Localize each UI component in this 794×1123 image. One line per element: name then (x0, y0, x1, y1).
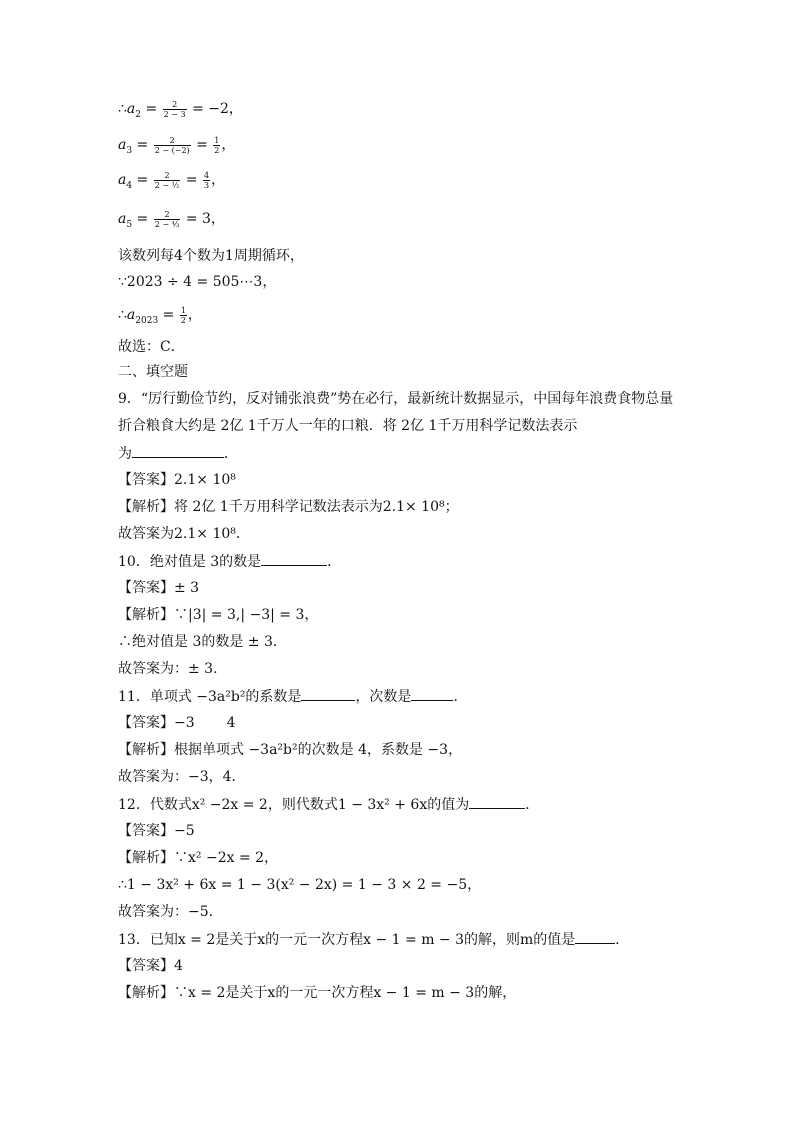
q12-text (118, 794, 539, 815)
q13-analysis: 【解析】∵x = 2是关于x的一元一次方程x − 1 = m − 3的解， (118, 985, 517, 1001)
fraction: $\frac{2}{2 - (-2)}$ (154, 135, 190, 155)
q11-text-part2: ，次数是 (355, 689, 412, 705)
q12-text-label: 12．代数式x² −2x = 2，则代数式1 − 3x² + 6x的值为 (118, 797, 470, 813)
q10-answer: 【答案】± 3 (118, 580, 200, 596)
q9-text-3 (118, 443, 238, 464)
fraction: $\frac{4}{3}$ (204, 170, 210, 190)
q10-conclusion: 故答案为：± 3. (118, 661, 218, 677)
answer-blank (261, 551, 327, 566)
q11-conclusion: 故答案为：−3，4． (118, 769, 246, 785)
answer-blank (469, 794, 525, 809)
solution-line-division: ∵2023 ÷ 4 = 505⋯3， (118, 274, 277, 290)
q11-text (118, 686, 467, 707)
answer-blank (301, 686, 355, 701)
q13-answer: 【答案】4 (118, 958, 183, 974)
choice-line: 故选：C． (118, 339, 185, 355)
q9-analysis: 【解析】将 2亿 1千万用科学记数法表示为2.1× 10⁸； (118, 499, 459, 515)
q13-text-label: 13．已知x = 2是关于x的一元一次方程x − 1 = m − 3的解，则m的值是 (118, 932, 576, 948)
q10-step: ∴绝对值是 3的数是 ± 3． (118, 634, 287, 650)
answer-blank (132, 443, 224, 458)
solution-line-a2: $\therefore a_2$ = $\frac{2}{2 - 3}$ = −2， (118, 99, 243, 120)
q13-text (118, 929, 629, 950)
q9-conclusion: 故答案为2.1× 10⁸． (118, 526, 250, 542)
fraction: $\frac{1}{2}$ (180, 305, 186, 325)
fraction: $\frac{2}{2 - 3}$ (163, 99, 186, 119)
fraction: $\frac{1}{2}$ (214, 135, 220, 155)
q9-text-1: 9．“厉行勤俭节约，反对铺张浪费”势在必行，最新统计数据显示，中国每年浪费食物总量 (118, 391, 674, 407)
fraction: $\frac{2}{\text{2 − ½}}$ (154, 170, 180, 190)
solution-line-a3: $a_3$ = $\frac{2}{2 - (-2)}$ = $\frac{1}{2}$ ， (118, 135, 236, 156)
q10-analysis: 【解析】∵|3| = 3,| −3| = 3， (118, 607, 319, 623)
section-heading: 二、填空题 (118, 364, 188, 380)
punct: ． (224, 446, 238, 462)
q12-step: ∴1 − 3x² + 6x = 1 − 3(x² − 2x) = 1 − 3 × 2 = −5， (118, 877, 482, 893)
punct: ． (327, 554, 342, 570)
q12-conclusion: 故答案为：−5． (118, 904, 223, 920)
solution-line-a5: $a_5$ = $\frac{2}{\text{2 − ⁴⁄₃}}$ = 3， (118, 209, 225, 230)
q11-answer-value-2: 4 (226, 715, 236, 731)
q11-answer-value-1: 【答案】−3 (118, 715, 195, 731)
punct: ． (453, 689, 468, 705)
q10-text-label: 10．绝对值是 3的数是 (118, 554, 262, 570)
q9-answer: 【答案】2.1× 10⁸ (118, 472, 236, 488)
solution-line-a2023: $\therefore a_{2023}$ = $\frac{1}{2}$ ， (118, 305, 202, 326)
q9-text-3-label: 为 (118, 446, 132, 462)
q11-text-part1: 11．单项式 −3a²b²的系数是 (118, 689, 302, 705)
q12-analysis: 【解析】∵x² −2x = 2， (118, 850, 279, 866)
punct: ． (615, 932, 630, 948)
q10-text (118, 551, 341, 572)
fraction: $\frac{2}{\text{2 − ⁴⁄₃}}$ (154, 209, 180, 229)
q11-analysis: 【解析】根据单项式 −3a²b²的次数是 4，系数是 −3， (118, 742, 463, 758)
solution-line-cycle: 该数列每4个数为1周期循环， (118, 248, 304, 264)
q12-answer: 【答案】−5 (118, 823, 195, 839)
answer-blank (411, 686, 453, 701)
solution-line-a4: $a_4$ = $\frac{2}{\text{2 − ½}}$ = $\frac{4}{3}$ ， (118, 170, 226, 191)
q11-answer (118, 713, 236, 733)
q9-text-2: 折合粮食大约是 2亿 1千万人一年的口粮．将 2亿 1千万用科学记数法表示 (118, 418, 578, 434)
punct: ． (525, 797, 540, 813)
answer-blank (575, 929, 615, 944)
